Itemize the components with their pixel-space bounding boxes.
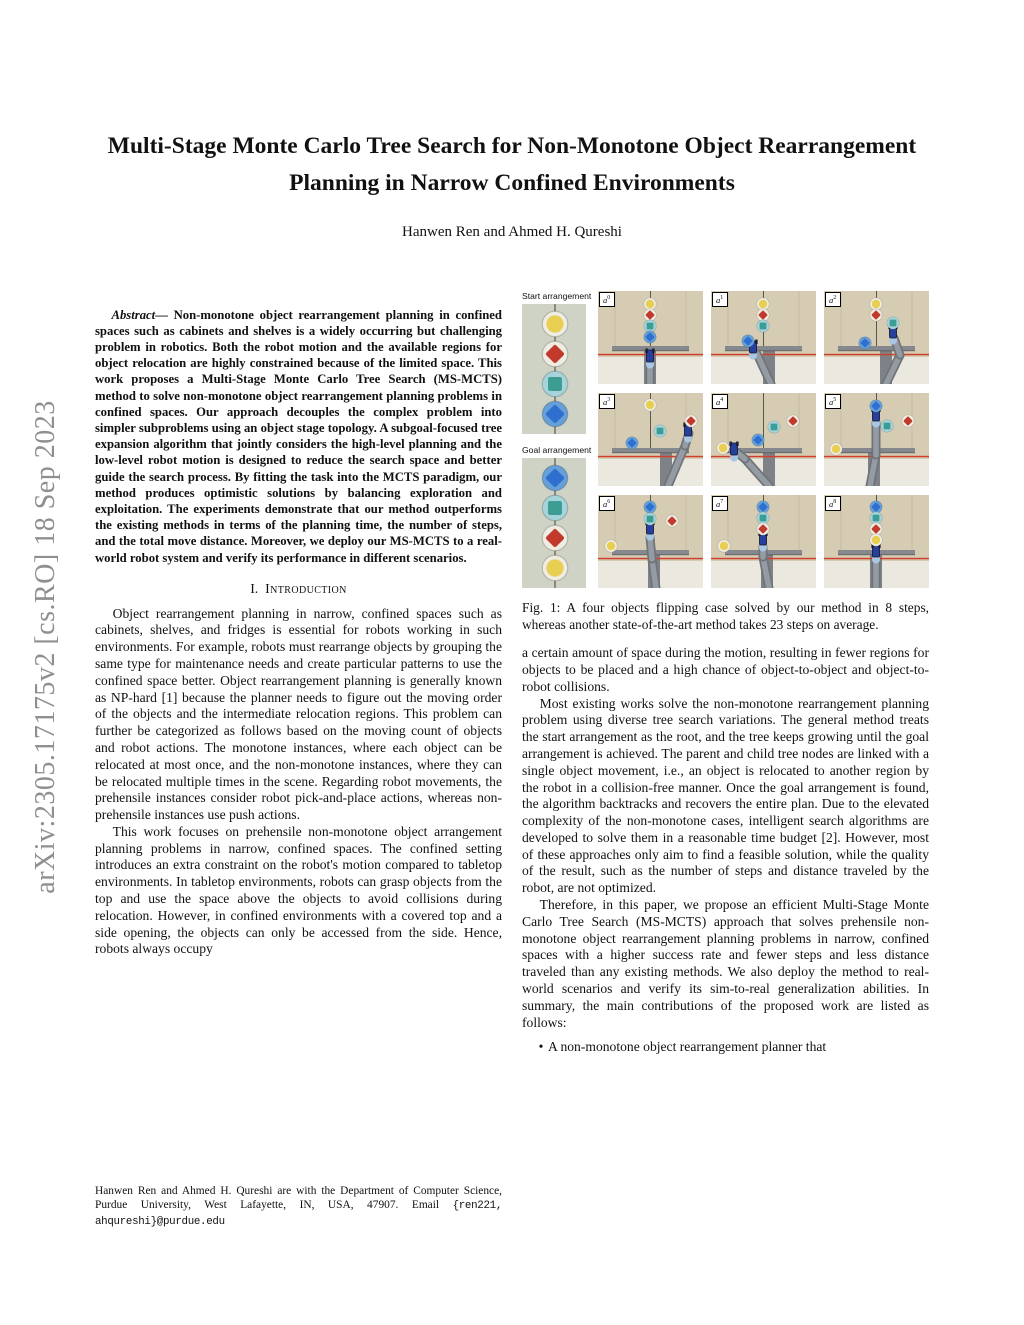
panel-label: $a^3$ [599,394,615,409]
figure-panel-a3 [598,393,703,486]
goal-arrangement-image [522,458,586,588]
figure-arrangements [522,291,592,589]
body-paragraph-2: Most existing works solve the non-monotone rearrangement planning problem using diverse tree search variations. The general method treats the start arrangement as the root, and the tree keeps growing until the goal arrangement is achieved. The parent and child tree nodes are linked with a single object movement, i.e., an object is relocated to another region by the robot in a collision-free manner. Once the goal arrangement is found, the algorithm backtracks and recovers the entire plan. Due to the elevated complexity of the non-monotone cases, intelligent search algorithms are developed to solve them in a reasonable time budget [2]. However, most of these approaches only aim to find a feasible solution, while the quality of the result, such as the number of steps and distance traveled by the robot, are not optimized. [522,695,929,896]
intro-paragraph-1: Object rearrangement planning in narrow, confined spaces such as cabinets, shelves, and fridges is essential for robots working in such environments. For example, robots must rearrange objects by grouping the same type for maintenance needs and create particular patterns to use the confined space better. Object rearrangement planning is generally known as NP-hard [1] because the planner needs to figure out the moving order of the objects and the intermediate relocation regions. This problem can further be categorized as follows based on the moving count of objects and robot actions. The monotone instances, where each object can be relocated at most once, and the non-monotone instances, where they can be relocated multiple times in the scene. Regarding robot movements, the prehensile instances consider robot pick-and-place actions, whereas non-prehensile instances use push actions. [95,605,502,823]
panel-label: $a^8$ [825,496,841,511]
paper-title-wrap [0,128,1024,202]
start-arrangement-image [522,304,586,434]
intro-paragraph-2: This work focuses on prehensile non-monotone object arrangement planning problems in narrow, confined spaces. The confined setting introduces an extra constraint on the robot's motion compared to tabletop environments. In tabletop environments, robots can grasp objects from the top and use the space above the objects to avoid collisions during relocation. However, in confined environments with a covered top and a side opening, the objects can only be accessed from the side. Hence, robots always occupy [95,823,502,957]
figure-panel-a5 [824,393,929,486]
panel-label: $a^0$ [599,292,615,307]
figure-1 [522,291,929,589]
start-arrangement-label: Start arrangement [522,291,592,301]
right-column [522,291,929,1056]
bullet-text: A non-monotone object rearrangement planner that [548,1039,827,1055]
body-paragraph-continuation: a certain amount of space during the motion, resulting in fewer regions for objects to be placed and a high chance of object-to-object and object-to-robot collisions. [522,645,929,694]
figure-panel-a0 [598,291,703,384]
abstract-text: Non-monotone object rearrangement planning in confined spaces such as cabinets and shelves is a widely occurring but challenging problem in robotics. Both the robot motion and the available regions for object relocation are highly constrained because of the limited space. This work proposes a Multi-Stage Monte Carlo Tree Search (MS-MCTS) method to solve non-monotone object rearrangement planning problems in confined spaces. Our approach decouples the complex problem into simpler subproblems using an object stage topology. A subgoal-focused tree expansion algorithm that jointly considers the high-level planning and the low-level robot motion is designed to reduce the search space and better guide the search process. By fitting the task into the MCTS paradigm, our method produces optimistic solutions by balancing exploration and exploitation. The experiments demonstrate that our method outperforms the existing methods in terms of the planning time, the number of steps, and the total move distance. Moreover, we deploy our MS-MCTS to a real-world robot system and verify its performance in different scenarios. [95,307,502,565]
body-paragraph-3: Therefore, in this paper, we propose an efficient Multi-Stage Monte Carlo Tree Search (MS-MCTS) approach that solves prehensile non-monotone object rearrangement planning problems in narrow, confined spaces with a higher success rate and fewer steps and less distance traveled than any existing methods. We also deploy the method to real-world scenarios and verify its sim-to-real generalization abilities. In summary, the main contributions of the proposed work are listed as follows: [522,897,929,1030]
section-name: Introduction [265,580,347,596]
paper-authors: Hanwen Ren and Ahmed H. Qureshi [402,224,622,240]
figure-panel-a7 [711,495,816,588]
abstract-lead: Abstract— [111,307,168,322]
figure-panel-a6 [598,495,703,588]
bullet-marker-icon: • [538,1039,544,1055]
left-column [95,294,502,958]
figure-panel-a4 [711,393,816,486]
figure-panel-a1 [711,291,816,384]
figure-panel-a2 [824,291,929,384]
footnote-text: Hanwen Ren and Ahmed H. Qureshi are with the Department of Computer Science, Purdue University, West Lafayette, IN, USA, 47907. Email [95,1185,502,1212]
figure-panel-a8 [824,495,929,588]
panel-label: $a^2$ [825,292,841,307]
abstract-paragraph [95,307,502,566]
paper-title: Multi-Stage Monte Carlo Tree Search for Non-Monotone Object Rearrangement Planning in Narrow Confined Environments [107,133,917,196]
contribution-bullet [522,1039,929,1056]
panel-label: $a^5$ [825,394,841,409]
panel-label: $a^1$ [712,292,728,307]
section-number: I. [250,580,259,596]
figure-grid [598,291,929,589]
footnote-email: {ren221, ahqureshi}@purdue.edu [95,1200,502,1229]
panel-label: $a^7$ [712,496,728,511]
right-column-text [522,645,929,1056]
goal-arrangement-label: Goal arrangement [522,445,592,455]
figure-caption: Fig. 1: A four objects flipping case solved by our method in 8 steps, whereas another state-of-the-art method takes 23 steps on average. [522,600,929,633]
panel-label: $a^6$ [599,496,615,511]
arxiv-sidebar-banner: arXiv:2305.17175v2 [cs.RO] 18 Sep 2023 [30,400,61,894]
author-footnote [95,1184,502,1230]
panel-label: $a^4$ [712,394,728,409]
section-heading-introduction [95,581,502,597]
